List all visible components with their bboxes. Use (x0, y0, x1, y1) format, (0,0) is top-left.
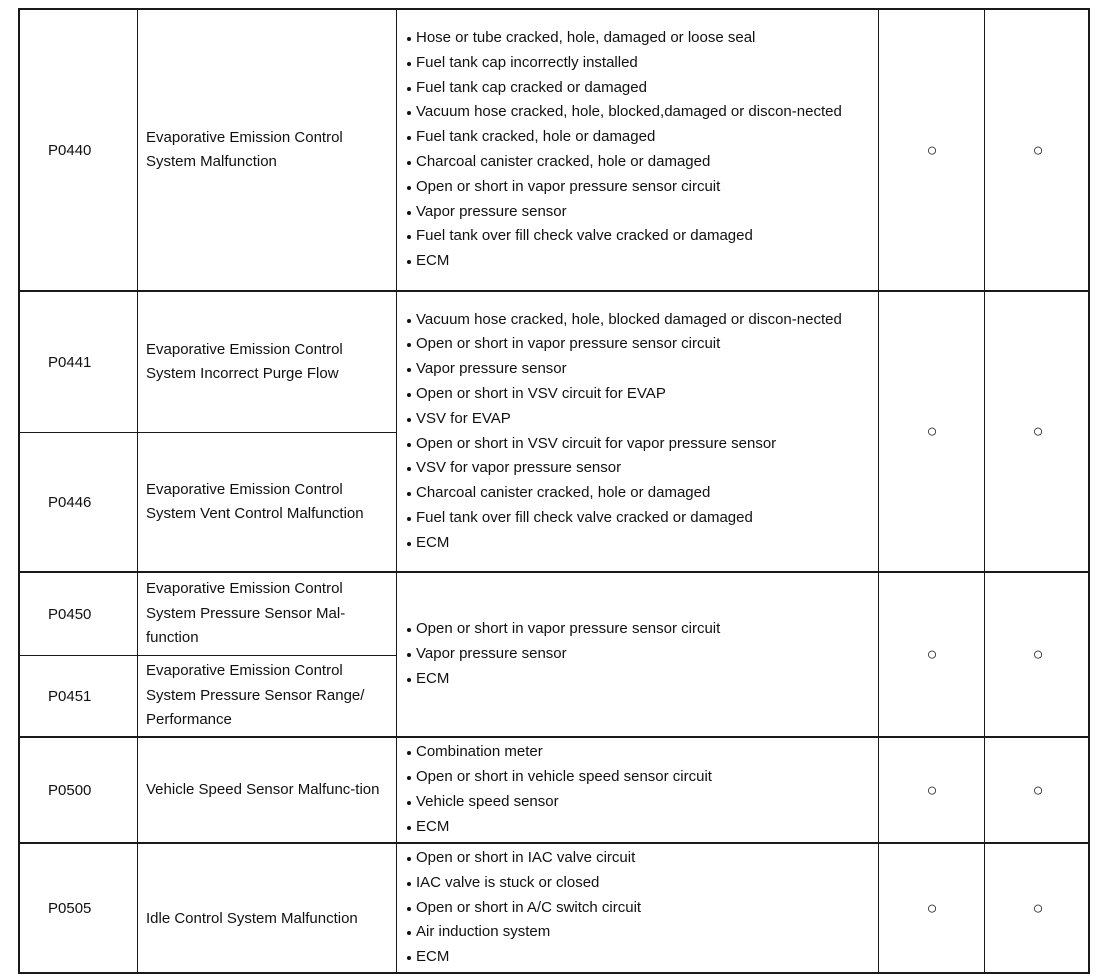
dtc-code: P0451 (48, 687, 92, 705)
list-item: Vapor pressure sensor (406, 357, 846, 382)
list-item: ECM (406, 945, 641, 970)
trouble-area-list (406, 846, 641, 970)
list-item: Vapor pressure sensor (406, 642, 720, 667)
list-item (406, 308, 846, 333)
column-divider (396, 10, 397, 972)
dtc-code: P0500 (48, 781, 92, 799)
dtc-name (140, 292, 396, 432)
list-item: Open or short in VSV circuit for vapor pressure sensor (406, 432, 846, 457)
list-item: Combination meter (406, 740, 712, 765)
trouble-area-list (406, 617, 720, 691)
dtc-name-text: Evaporative Emission Control System Malfunction (146, 128, 343, 170)
list-item: Fuel tank cap incorrectly installed (406, 51, 846, 76)
list-item: Open or short in VSV circuit for EVAP (406, 382, 846, 407)
list-item: Vehicle speed sensor (406, 790, 712, 815)
list-item: Open or short in A/C switch circuit (406, 896, 641, 921)
list-item: ECM (406, 667, 720, 692)
column-divider (984, 10, 985, 972)
dtc-name (140, 10, 396, 290)
dtc-code: P0441 (48, 353, 92, 371)
trouble-area-list (406, 26, 846, 274)
trouble-area (400, 844, 878, 972)
dtc-name-text: Idle Control System Malfunction (146, 909, 358, 927)
dtc-name-text: Evaporative Emission Control System Vent Control Malfunction (146, 480, 364, 522)
trouble-area (400, 738, 878, 842)
dtc-name (140, 573, 396, 655)
dtc-code: P0446 (48, 493, 92, 511)
list-item: Open or short in vehicle speed sensor circuit (406, 765, 712, 790)
list-item: Open or short in IAC valve circuit (406, 846, 641, 871)
list-item: Vapor pressure sensor (406, 200, 846, 225)
list-item: ECM (406, 249, 846, 274)
dtc-table (18, 8, 1090, 974)
trouble-area (400, 292, 878, 571)
trouble-area-list (406, 740, 712, 839)
dtc-name-text: Vehicle Speed Sensor Malfunc-tion (146, 780, 380, 798)
list-item: Fuel tank cracked, hole or damaged (406, 125, 846, 150)
check-mark: ○ (926, 139, 938, 160)
list-item: Fuel tank over fill check valve cracked or damaged (406, 224, 846, 249)
trouble-area (400, 573, 878, 736)
list-item: ECM (406, 815, 712, 840)
list-item: Open or short in vapor pressure sensor circuit (406, 332, 846, 357)
dtc-name (140, 656, 396, 736)
dtc-name-text: Evaporative Emission Control System Pressure Sensor Mal-function (146, 580, 346, 647)
list-item: ECM (406, 531, 846, 556)
item-text: Vacuum hose cracked, hole, blocked damaged or discon-nected (416, 310, 842, 328)
list-item: Charcoal canister cracked, hole or damaged (406, 481, 846, 506)
check-mark: ○ (926, 779, 938, 800)
check-mark: ○ (1032, 779, 1044, 800)
dtc-code: P0450 (48, 605, 92, 623)
list-item: Open or short in vapor pressure sensor circuit (406, 175, 846, 200)
check-mark: ○ (926, 897, 938, 918)
dtc-name (140, 433, 396, 571)
check-mark: ○ (1032, 139, 1044, 160)
list-item: Charcoal canister cracked, hole or damaged (406, 150, 846, 175)
item-text: Vacuum hose cracked, hole, blocked,damaged or discon-nected (416, 103, 842, 121)
check-mark: ○ (926, 644, 938, 664)
list-item: IAC valve is stuck or closed (406, 871, 641, 896)
list-item: VSV for vapor pressure sensor (406, 456, 846, 481)
dtc-code: P0505 (48, 899, 92, 917)
dtc-name-text: Evaporative Emission Control System Incorrect Purge Flow (146, 340, 343, 382)
check-mark: ○ (926, 421, 938, 441)
list-item: Fuel tank cap cracked or damaged (406, 76, 846, 101)
check-mark: ○ (1032, 644, 1044, 664)
check-mark: ○ (1032, 897, 1044, 918)
list-item (406, 100, 846, 125)
list-item: Open or short in vapor pressure sensor circuit (406, 617, 720, 642)
list-item: VSV for EVAP (406, 407, 846, 432)
dtc-name-text: Evaporative Emission Control System Pressure Sensor Range/ Performance (146, 662, 365, 729)
list-item: Fuel tank over fill check valve cracked or damaged (406, 506, 846, 531)
dtc-name (140, 738, 396, 842)
list-item: Hose or tube cracked, hole, damaged or loose seal (406, 26, 846, 51)
list-item: Air induction system (406, 920, 641, 945)
dtc-code: P0440 (48, 141, 92, 159)
trouble-area (400, 10, 878, 290)
column-divider (878, 10, 879, 972)
trouble-area-list (406, 308, 846, 556)
check-mark: ○ (1032, 421, 1044, 441)
dtc-name (140, 844, 396, 972)
